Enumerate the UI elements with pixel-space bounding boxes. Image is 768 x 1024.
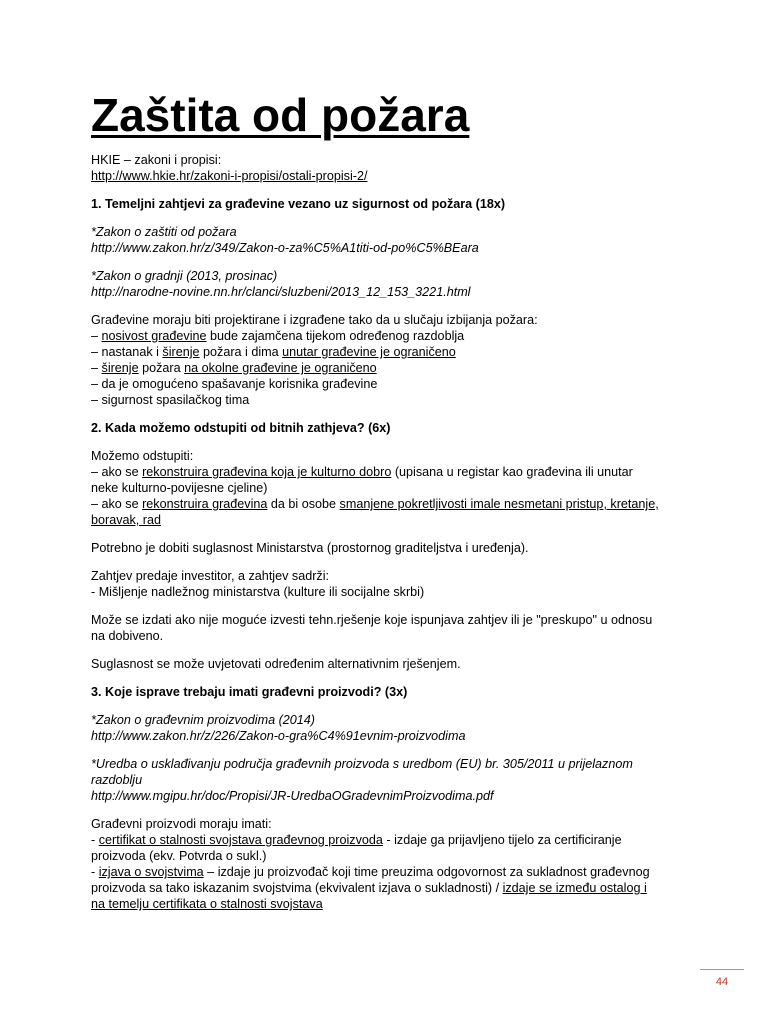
section3-ref2-title-line-2: razdoblju — [91, 773, 143, 787]
section2-para-3-line-2: na dobiveno. — [91, 629, 164, 643]
section3-item-2: - izjava o svojstvima – izdaje ju proizvođač koji time preuzima odgovornost za sukladnost građevnog — [91, 865, 650, 879]
section3-ref2-title-line-1: *Uredba o usklađivanju područja građevnih proizvoda s uredbom (EU) br. 305/2011 u prijelaznom — [91, 757, 633, 771]
section3-item-1: - certifikat o stalnosti svojstava građevnog proizvoda - izdaje ga prijavljeno tijelo za certificiranje — [91, 833, 622, 847]
section2-para-1: Potrebno je dobiti suglasnost Ministarstva (prostornog graditeljstva i uređenja). — [91, 541, 529, 555]
section3-ref1-url[interactable]: http://www.zakon.hr/z/226/Zakon-o-gra%C4%91evnim-proizvodima — [91, 729, 466, 743]
section2-item-1-cont: neke kulturno-povijesne cjeline) — [91, 481, 268, 495]
section1-bullet-2: – nastanak i širenje požara i dima unutar građevine je ograničeno — [91, 345, 456, 359]
section1-ref2-url[interactable]: http://narodne-novine.nn.hr/clanci/sluzbeni/2013_12_153_3221.html — [91, 285, 471, 299]
footer-divider — [700, 969, 744, 970]
section2-para-2-line-2: - Mišljenje nadležnog ministarstva (kulture ili socijalne skrbi) — [91, 585, 425, 599]
section2-heading: 2. Kada možemo odstupiti od bitnih zathjeva? (6x) — [91, 421, 391, 435]
section3-item-2-cont-2: na temelju certifikata o stalnosti svojstava — [91, 897, 323, 911]
section2-item-2: – ako se rekonstruira građevina da bi osobe smanjene pokretljivosti imale nesmetani pristup, kretanje, — [91, 497, 659, 511]
section1-bullet-3: – širenje požara na okolne građevine je ograničeno — [91, 361, 377, 375]
section1-ref1-title: *Zakon o zaštiti od požara — [91, 225, 237, 239]
section2-item-2-cont: boravak, rad — [91, 513, 162, 527]
section3-heading: 3. Koje isprave trebaju imati građevni proizvodi? (3x) — [91, 685, 408, 699]
page-title: Zaštita od požara — [91, 89, 470, 141]
section1-heading: 1. Temeljni zahtjevi za građevine vezano uz sigurnost od požara (18x) — [91, 197, 506, 211]
section2-item-1: – ako se rekonstruira građevina koja je kulturno dobro (upisana u registar kao građevina ili unutar — [91, 465, 633, 479]
section1-bullet-4: – da je omogućeno spašavanje korisnika građevine — [91, 377, 378, 391]
section3-lead: Građevni proizvodi moraju imati: — [91, 817, 272, 831]
section3-item-1-cont: proizvoda (ekv. Potvrda o sukl.) — [91, 849, 267, 863]
section1-ref2-title: *Zakon o gradnji (2013, prosinac) — [91, 269, 278, 283]
hkie-link[interactable]: http://www.hkie.hr/zakoni-i-propisi/ostali-propisi-2/ — [91, 169, 368, 183]
section1-ref1-url[interactable]: http://www.zakon.hr/z/349/Zakon-o-za%C5%A1titi-od-po%C5%BEara — [91, 241, 479, 255]
page-number: 44 — [715, 976, 729, 988]
section2-para-2-line-1: Zahtjev predaje investitor, a zahtjev sadrži: — [91, 569, 330, 583]
section3-item-2-cont: proizvoda sa tako iskazanim svojstvima (ekvivalent izjava o sukladnosti) / izdaje se između ostalog i — [91, 881, 647, 895]
intro-source: HKIE – zakoni i propisi: — [91, 153, 222, 167]
section2-para-3-line-1: Može se izdati ako nije moguće izvesti tehn.rješenje koje ispunjava zahtjev ili je "preskupo" u odnosu — [91, 613, 653, 627]
section1-bullet-5: – sigurnost spasilačkog tima — [91, 393, 250, 407]
section1-bullet-1: – nosivost građevine bude zajamčena tijekom određenog razdoblja — [91, 329, 465, 343]
section2-para-4: Suglasnost se može uvjetovati određenim alternativnim rješenjem. — [91, 657, 461, 671]
section2-lead: Možemo odstupiti: — [91, 449, 194, 463]
section3-ref2-url[interactable]: http://www.mgipu.hr/doc/Propisi/JR-UredbaOGradevnimProizvodima.pdf — [91, 789, 494, 803]
section3-ref1-title: *Zakon o građevnim proizvodima (2014) — [91, 713, 316, 727]
section1-lead: Građevine moraju biti projektirane i izgrađene tako da u slučaju izbijanja požara: — [91, 313, 538, 327]
document-page — [91, 88, 691, 912]
